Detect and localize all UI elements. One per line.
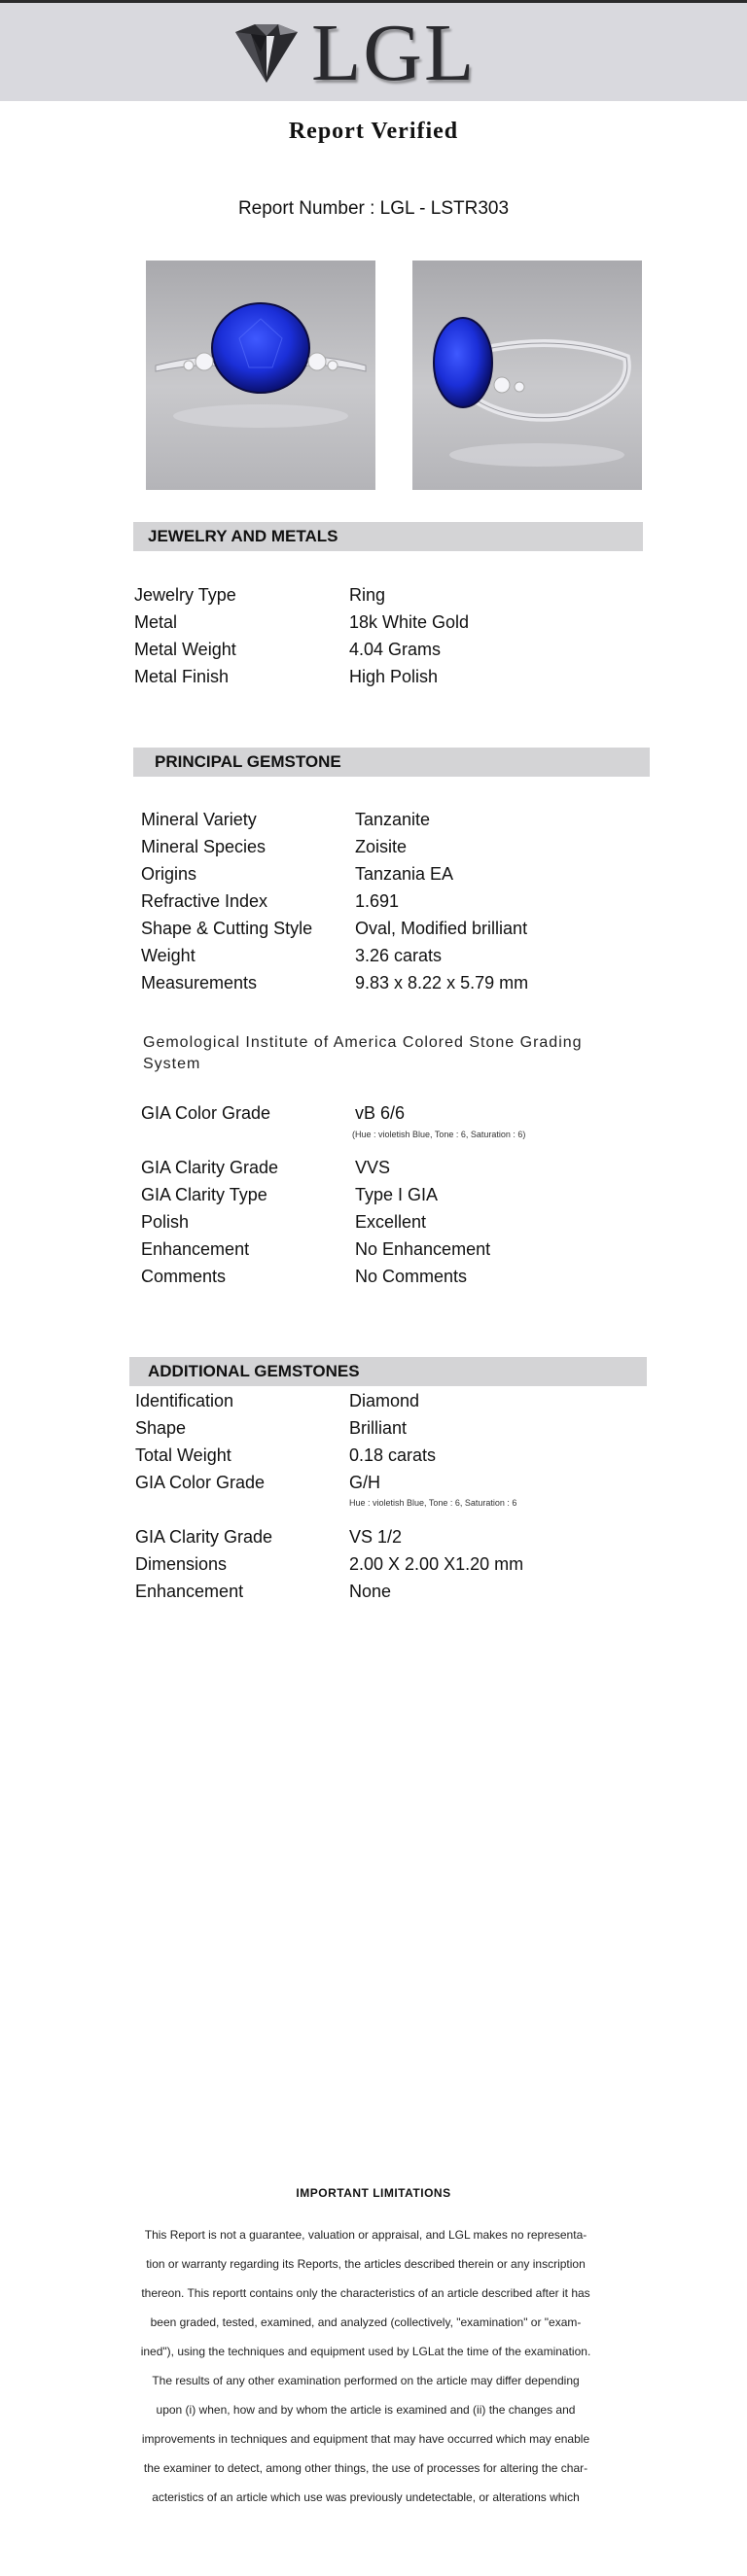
limitations-text xyxy=(105,2220,626,2512)
additional-value-3: 0.18 carats xyxy=(349,1445,437,1465)
limitations-line: tion or warranty regarding its Reports, the articles described therein or any inscription xyxy=(146,2257,586,2271)
principal-label-9: GIA Clarity Type xyxy=(141,1185,267,1204)
header-bar xyxy=(0,0,747,101)
jewelry-label-2: Metal xyxy=(134,612,178,632)
principal-label-11: Enhancement xyxy=(141,1239,250,1259)
principal-color-grade-label: GIA Color Grade xyxy=(141,1103,271,1123)
principal-value-11: No Enhancement xyxy=(355,1239,491,1259)
principal-value-2: Zoisite xyxy=(355,837,408,856)
limitations-line: The results of any other examination performed on the article may differ depending xyxy=(152,2374,580,2387)
limitations-line: ined"), using the techniques and equipment used by LGLat the time of the examination. xyxy=(140,2345,591,2358)
section-jewelry-heading: JEWELRY AND METALS xyxy=(133,522,643,551)
principal-value-5: Oval, Modified brilliant xyxy=(355,919,528,938)
logo-text: LGL xyxy=(311,8,477,98)
section-additional-heading: ADDITIONAL GEMSTONES xyxy=(129,1357,647,1386)
ring-side-photo xyxy=(412,261,642,490)
jewelry-value-1: Ring xyxy=(349,585,386,605)
additional-label-6: Dimensions xyxy=(135,1554,228,1574)
report-number: Report Number : LGL - LSTR303 xyxy=(237,198,510,219)
principal-label-4: Refractive Index xyxy=(141,891,268,911)
jewelry-label-4: Metal Finish xyxy=(134,667,230,686)
lgl-logo[interactable] xyxy=(226,8,477,98)
additional-label-3: Total Weight xyxy=(135,1445,231,1465)
limitations-line: improvements in techniques and equipment that may have occurred which may enable xyxy=(141,2432,590,2446)
principal-label-10: Polish xyxy=(141,1212,190,1232)
limitations-line: acteristics of an article which use was previously undetectable, or alterations which xyxy=(152,2490,580,2504)
gia-grading-system-title: Gemological Institute of America Colored Stone Grading System xyxy=(143,1034,583,1072)
principal-label-12: Comments xyxy=(141,1267,227,1286)
principal-value-4: 1.691 xyxy=(355,891,400,911)
jewelry-value-3: 4.04 Grams xyxy=(349,640,442,659)
principal-color-grade-note: (Hue : violetish Blue, Tone : 6, Saturation : 6) xyxy=(352,1130,526,1139)
principal-value-8: VVS xyxy=(355,1158,391,1177)
additional-value-6: 2.00 X 2.00 X1.20 mm xyxy=(349,1554,524,1574)
jewelry-value-4: High Polish xyxy=(349,667,439,686)
jewelry-label-3: Metal Weight xyxy=(134,640,236,659)
principal-label-2: Mineral Species xyxy=(141,837,267,856)
additional-label-4: GIA Color Grade xyxy=(135,1473,266,1492)
principal-value-12: No Comments xyxy=(355,1267,468,1286)
jewelry-value-2: 18k White Gold xyxy=(349,612,470,632)
principal-label-1: Mineral Variety xyxy=(141,810,257,829)
additional-label-5: GIA Clarity Grade xyxy=(135,1527,273,1547)
jewelry-label-1: Jewelry Type xyxy=(134,585,236,605)
limitations-line: This Report is not a guarantee, valuation or appraisal, and LGL makes no representa- xyxy=(144,2228,587,2242)
additional-value-1: Diamond xyxy=(349,1391,420,1410)
principal-value-10: Excellent xyxy=(355,1212,427,1232)
additional-value-5: VS 1/2 xyxy=(349,1527,403,1547)
principal-value-7: 9.83 x 8.22 x 5.79 mm xyxy=(355,973,529,992)
section-principal-heading: PRINCIPAL GEMSTONE xyxy=(133,748,650,777)
principal-color-grade-value: vB 6/6 xyxy=(355,1103,406,1123)
page-title: Report Verified xyxy=(288,119,459,144)
additional-value-2: Brilliant xyxy=(349,1418,408,1438)
limitations-line: thereon. This reportt contains only the characteristics of an article described after it has xyxy=(141,2286,590,2300)
principal-value-3: Tanzania EA xyxy=(355,864,454,884)
principal-label-7: Measurements xyxy=(141,973,258,992)
principal-label-8: GIA Clarity Grade xyxy=(141,1158,279,1177)
additional-label-2: Shape xyxy=(135,1418,187,1438)
limitations-line: upon (i) when, how and by whom the article is examined and (ii) the changes and xyxy=(156,2403,576,2417)
additional-value-4: G/H xyxy=(349,1473,381,1492)
additional-label-1: Identification xyxy=(135,1391,234,1410)
principal-value-9: Type I GIA xyxy=(355,1185,439,1204)
additional-value-7: None xyxy=(349,1582,392,1601)
additional-label-7: Enhancement xyxy=(135,1582,244,1601)
principal-value-1: Tanzanite xyxy=(355,810,431,829)
limitations-heading: IMPORTANT LIMITATIONS xyxy=(296,2186,451,2200)
principal-label-3: Origins xyxy=(141,864,197,884)
principal-label-6: Weight xyxy=(141,946,196,965)
limitations-line: the examiner to detect, among other things, the use of processes for altering the char- xyxy=(143,2461,588,2475)
limitations-line: been graded, tested, examined, and analyzed (collectively, "examination" or "exam- xyxy=(150,2315,582,2329)
principal-label-5: Shape & Cutting Style xyxy=(141,919,313,938)
ring-front-photo xyxy=(146,261,375,490)
principal-value-6: 3.26 carats xyxy=(355,946,443,965)
diamond-icon xyxy=(226,22,305,85)
additional-color-grade-note: Hue : violetish Blue, Tone : 6, Saturation : 6 xyxy=(349,1498,517,1508)
